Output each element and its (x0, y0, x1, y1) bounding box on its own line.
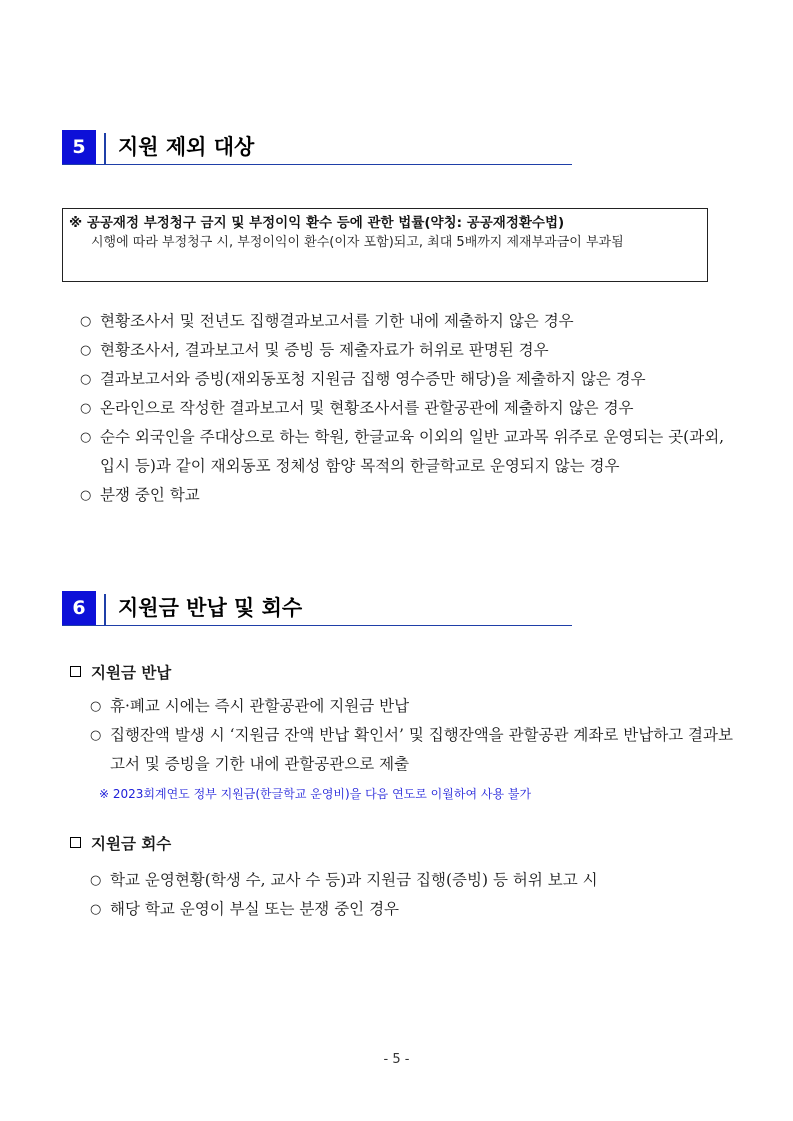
section-5-separator (104, 133, 106, 164)
section-5-title: 지원 제외 대상 (118, 135, 255, 159)
bullet-circle-icon: ○ (80, 372, 92, 387)
square-bullet-icon (70, 666, 81, 677)
bullet-circle-icon: ○ (80, 401, 92, 416)
page-number: - 5 - (383, 1052, 410, 1067)
list-item: ○ 학교 운영현황(학생 수, 교사 수 등)과 지원금 집행(증빙) 등 허위 보고 시 (90, 866, 742, 895)
list-item: ○ 순수 외국인을 주대상으로 하는 학원, 한글교육 이외의 일반 교과목 위주로 운영되는 곳(과외, 입시 등)과 같이 재외동포 정체성 함양 목적의 한글학교로 운영되지 않는 경우 (80, 423, 740, 481)
reference-mark-icon: ※ (69, 215, 83, 231)
list-item: ○ 집행잔액 발생 시 ‘지원금 잔액 반납 확인서’ 및 집행잔액을 관할공관 계좌로 반납하고 결과보고서 및 증빙을 기한 내에 관할공관으로 제출 (90, 721, 742, 779)
return-list (90, 692, 742, 779)
section-6-number: 6 (62, 591, 96, 625)
recovery-subheading: 지원금 회수 (70, 833, 171, 855)
bullet-circle-icon: ○ (90, 902, 102, 917)
section-6-title: 지원금 반납 및 회수 (118, 596, 303, 620)
bullet-circle-icon: ○ (80, 430, 92, 445)
list-item: ○ 현황조사서 및 전년도 집행결과보고서를 기한 내에 제출하지 않은 경우 (80, 307, 740, 336)
bullet-circle-icon: ○ (90, 699, 102, 714)
bullet-circle-icon: ○ (80, 488, 92, 503)
square-bullet-icon (70, 837, 81, 848)
return-subheading: 지원금 반납 (70, 662, 171, 684)
exclusion-list (80, 307, 740, 510)
list-item: ○ 현황조사서, 결과보고서 및 증빙 등 제출자료가 허위로 판명된 경우 (80, 336, 740, 365)
section-6-separator (104, 594, 106, 625)
legal-notice-body: 시행에 따라 부정청구 시, 부정이익이 환수(이자 포함)되고, 최대 5배까지 제재부과금이 부과됨 (91, 235, 624, 250)
section-6-heading (62, 591, 572, 626)
bullet-circle-icon: ○ (80, 343, 92, 358)
legal-notice-heading (69, 213, 699, 233)
section-5-number: 5 (62, 130, 96, 164)
recovery-list (90, 866, 742, 924)
bullet-circle-icon: ○ (90, 728, 102, 743)
bullet-circle-icon: ○ (80, 314, 92, 329)
list-item: ○ 휴·폐교 시에는 즉시 관할공관에 지원금 반납 (90, 692, 742, 721)
section-5-heading (62, 130, 572, 165)
legal-notice-box (62, 208, 708, 282)
list-item: ○ 결과보고서와 증빙(재외동포청 지원금 집행 영수증만 해당)을 제출하지 않은 경우 (80, 365, 740, 394)
carryover-note: ※ 2023회계연도 정부 지원금(한글학교 운영비)을 다음 연도로 이월하여 사용 불가 (99, 787, 532, 801)
list-item: ○ 온라인으로 작성한 결과보고서 및 현황조사서를 관할공관에 제출하지 않은 경우 (80, 394, 740, 423)
legal-notice-heading-text: 공공재정 부정청구 금지 및 부정이익 환수 등에 관한 법률(약칭: 공공재정환수법) (86, 215, 565, 231)
list-item: ○ 분쟁 중인 학교 (80, 481, 740, 510)
bullet-circle-icon: ○ (90, 873, 102, 888)
list-item: ○ 해당 학교 운영이 부실 또는 분쟁 중인 경우 (90, 895, 742, 924)
